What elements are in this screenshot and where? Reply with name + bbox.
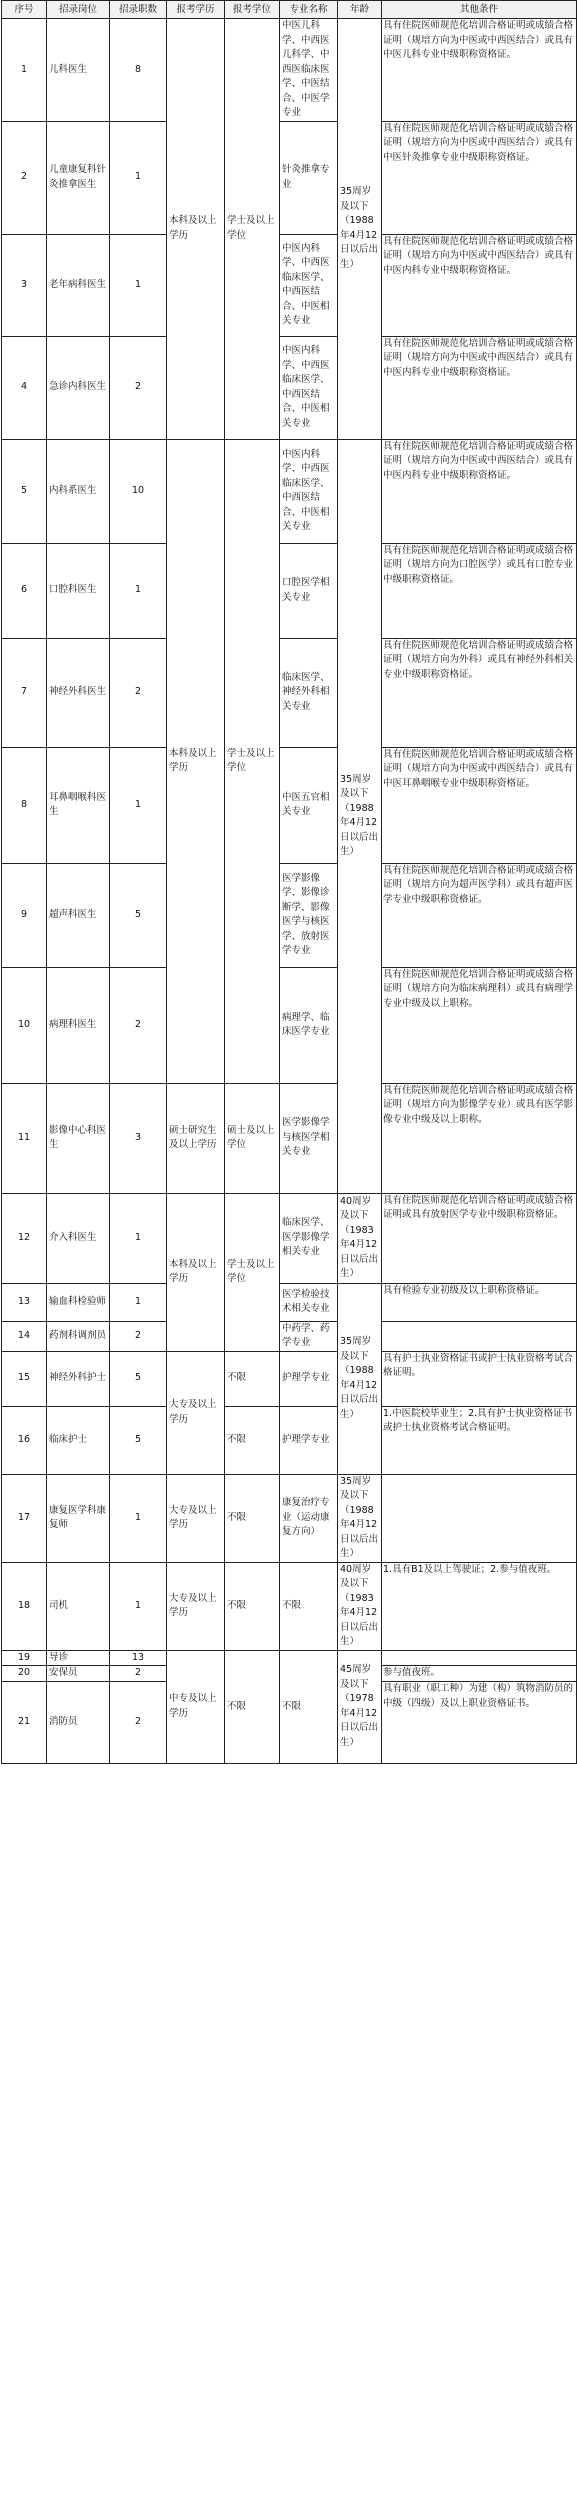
- other-conditions: 具有住院医师规范化培训合格证明或成绩合格证明（规培方向为中医或中西医结合）或具有中医针灸推拿专业中级职称资格证。: [382, 121, 577, 234]
- age-requirement: 45周岁及以下（1978年4月12日以后出生）: [338, 1650, 382, 1764]
- post-count: 2: [110, 1666, 167, 1682]
- post-count: 8: [110, 19, 167, 122]
- row-number: 6: [2, 543, 47, 638]
- degree-requirement: 不限: [225, 1351, 280, 1406]
- post-count: 1: [110, 1474, 167, 1562]
- major-name: 不限: [280, 1650, 338, 1764]
- table-row: [2, 638, 577, 747]
- major-name: 病理学、临床医学专业: [280, 967, 338, 1083]
- row-number: 3: [2, 234, 47, 336]
- post-name: 导诊: [47, 1650, 110, 1666]
- post-count: 13: [110, 1650, 167, 1666]
- other-conditions: 具有住院医师规范化培训合格证明或成绩合格证明或具有放射医学专业中级职称资格证。: [382, 1193, 577, 1283]
- post-name: 影像中心科医生: [47, 1083, 110, 1193]
- row-number: 8: [2, 747, 47, 863]
- column-header: 专业名称: [280, 1, 338, 19]
- degree-requirement: 学士及以上学位: [225, 439, 280, 1083]
- table-row: [2, 336, 577, 439]
- post-name: 安保员: [47, 1666, 110, 1682]
- degree-requirement: 不限: [225, 1562, 280, 1650]
- row-number: 14: [2, 1321, 47, 1351]
- recruitment-table: [1, 0, 577, 1764]
- major-name: 医学影像学与核医学相关专业: [280, 1083, 338, 1193]
- post-name: 输血科检验师: [47, 1283, 110, 1321]
- other-conditions: 具有住院医师规范化培训合格证明或成绩合格证明（规培方向为口腔医学）或具有口腔专业中级职称资格证。: [382, 543, 577, 638]
- major-name: 中医内科学、中西医临床医学、中西医结合、中医相关专业: [280, 336, 338, 439]
- major-name: 临床医学、医学影像学相关专业: [280, 1193, 338, 1283]
- post-count: 2: [110, 1682, 167, 1764]
- other-conditions: 具有住院医师规范化培训合格证明或成绩合格证明（规培方向为影像学专业）或具有医学影像专业中级及以上职称。: [382, 1083, 577, 1193]
- post-count: 1: [110, 747, 167, 863]
- row-number: 11: [2, 1083, 47, 1193]
- other-conditions: 具有住院医师规范化培训合格证明或成绩合格证明（规培方向为外科）或具有神经外科相关专业中级职称资格证。: [382, 638, 577, 747]
- table-row: [2, 1650, 577, 1666]
- post-name: 老年病科医生: [47, 234, 110, 336]
- other-conditions: [382, 1321, 577, 1351]
- other-conditions: 具有住院医师规范化培训合格证明或成绩合格证明（规培方向为中医或中西医结合）或具有中医儿科专业中级职称资格证。: [382, 19, 577, 122]
- post-count: 1: [110, 1562, 167, 1650]
- major-name: 中医五官相关专业: [280, 747, 338, 863]
- post-count: 5: [110, 863, 167, 967]
- post-count: 2: [110, 638, 167, 747]
- major-name: 中医内科学、中西医临床医学、中西医结合、中医相关专业: [280, 234, 338, 336]
- table-row: [2, 543, 577, 638]
- other-conditions: [382, 1474, 577, 1562]
- other-conditions: 具有住院医师规范化培训合格证明或成绩合格证明（规培方向为超声医学科）或具有超声医学专业中级职称资格证。: [382, 863, 577, 967]
- column-header: 年龄: [338, 1, 382, 19]
- table-row: [2, 121, 577, 234]
- degree-requirement: 不限: [225, 1406, 280, 1474]
- row-number: 5: [2, 439, 47, 543]
- degree-requirement: 不限: [225, 1474, 280, 1562]
- other-conditions: 具有检验专业初级及以上职称资格证。: [382, 1283, 577, 1321]
- post-name: 超声科医生: [47, 863, 110, 967]
- degree-requirement: 硕士及以上学位: [225, 1083, 280, 1193]
- post-count: 5: [110, 1406, 167, 1474]
- age-requirement: 35周岁及以下（1988年4月12日以后出生）: [338, 1474, 382, 1562]
- column-header: 报考学位: [225, 1, 280, 19]
- table-row: [2, 1321, 577, 1351]
- row-number: 7: [2, 638, 47, 747]
- post-name: 临床护士: [47, 1406, 110, 1474]
- post-name: 消防员: [47, 1682, 110, 1764]
- major-name: 护理学专业: [280, 1351, 338, 1406]
- major-name: 中医内科学、中西医临床医学、中西医结合、中医相关专业: [280, 439, 338, 543]
- major-name: 针灸推拿专业: [280, 121, 338, 234]
- post-count: 1: [110, 543, 167, 638]
- post-count: 1: [110, 121, 167, 234]
- other-conditions: 1.中医院校毕业生；2.具有护士执业资格证书或护士执业资格考试合格证明。: [382, 1406, 577, 1474]
- education-requirement: 大专及以上学历: [167, 1474, 225, 1562]
- row-number: 2: [2, 121, 47, 234]
- row-number: 10: [2, 967, 47, 1083]
- row-number: 20: [2, 1666, 47, 1682]
- table-row: [2, 1283, 577, 1321]
- post-name: 介入科医生: [47, 1193, 110, 1283]
- major-name: 不限: [280, 1562, 338, 1650]
- post-name: 病理科医生: [47, 967, 110, 1083]
- table-row: [2, 1562, 577, 1650]
- other-conditions: 具有住院医师规范化培训合格证明或成绩合格证明（规培方向为中医或中西医结合）或具有中医内科专业中级职称资格证。: [382, 234, 577, 336]
- degree-requirement: 不限: [225, 1650, 280, 1764]
- table-row: [2, 967, 577, 1083]
- row-number: 18: [2, 1562, 47, 1650]
- row-number: 17: [2, 1474, 47, 1562]
- column-header: 其他条件: [382, 1, 577, 19]
- post-count: 2: [110, 336, 167, 439]
- education-requirement: 硕士研究生及以上学历: [167, 1083, 225, 1193]
- post-name: 儿童康复科针灸推拿医生: [47, 121, 110, 234]
- other-conditions: 具有住院医师规范化培训合格证明或成绩合格证明（规培方向为临床病理科）或具有病理学专业中级及以上职称。: [382, 967, 577, 1083]
- table-row: [2, 1406, 577, 1474]
- row-number: 15: [2, 1351, 47, 1406]
- header-row: [2, 1, 577, 19]
- table-row: [2, 1083, 577, 1193]
- major-name: 医学检验技术相关专业: [280, 1283, 338, 1321]
- table-row: [2, 19, 577, 122]
- table-row: [2, 1351, 577, 1406]
- major-name: 护理学专业: [280, 1406, 338, 1474]
- major-name: 口腔医学相关专业: [280, 543, 338, 638]
- post-name: 儿科医生: [47, 19, 110, 122]
- table-row: [2, 1474, 577, 1562]
- post-count: 1: [110, 234, 167, 336]
- post-name: 康复医学科康复师: [47, 1474, 110, 1562]
- post-name: 急诊内科医生: [47, 336, 110, 439]
- major-name: 康复治疗专业（运动康复方向）: [280, 1474, 338, 1562]
- column-header: 报考学历: [167, 1, 225, 19]
- post-name: 内科系医生: [47, 439, 110, 543]
- other-conditions: 具有护士执业资格证书或护士执业资格考试合格证明。: [382, 1351, 577, 1406]
- table-row: [2, 1193, 577, 1283]
- row-number: 16: [2, 1406, 47, 1474]
- column-header: 序号: [2, 1, 47, 19]
- row-number: 13: [2, 1283, 47, 1321]
- age-requirement: 40周岁及以下（1983年4月12日以后出生）: [338, 1193, 382, 1283]
- other-conditions: 1.具有B1及以上驾驶证；2.参与值夜班。: [382, 1562, 577, 1650]
- age-requirement: 35周岁及以下（1988年4月12日以后出生）: [338, 439, 382, 1193]
- post-name: 司机: [47, 1562, 110, 1650]
- education-requirement: 大专及以上学历: [167, 1351, 225, 1474]
- education-requirement: 本科及以上学历: [167, 1193, 225, 1351]
- row-number: 1: [2, 19, 47, 122]
- post-count: 1: [110, 1193, 167, 1283]
- education-requirement: 本科及以上学历: [167, 19, 225, 440]
- other-conditions: 具有住院医师规范化培训合格证明或成绩合格证明（规培方向为中医或中西医结合）或具有中医内科专业中级职称资格证。: [382, 439, 577, 543]
- post-name: 口腔科医生: [47, 543, 110, 638]
- degree-requirement: 学士及以上学位: [225, 19, 280, 440]
- other-conditions: [382, 1650, 577, 1666]
- degree-requirement: 学士及以上学位: [225, 1193, 280, 1351]
- column-header: 招录职数: [110, 1, 167, 19]
- other-conditions: 具有住院医师规范化培训合格证明或成绩合格证明（规培方向为中医或中西医结合）或具有中医内科专业中级职称资格证。: [382, 336, 577, 439]
- other-conditions: 参与值夜班。: [382, 1666, 577, 1682]
- row-number: 19: [2, 1650, 47, 1666]
- table-row: [2, 863, 577, 967]
- post-count: 1: [110, 1283, 167, 1321]
- education-requirement: 大专及以上学历: [167, 1562, 225, 1650]
- major-name: 中药学、药学专业: [280, 1321, 338, 1351]
- major-name: 医学影像学、影像诊断学、影像医学与核医学、放射医学专业: [280, 863, 338, 967]
- post-name: 神经外科医生: [47, 638, 110, 747]
- age-requirement: 35周岁及以下（1988年4月12日以后出生）: [338, 1283, 382, 1474]
- post-name: 神经外科护士: [47, 1351, 110, 1406]
- table-row: [2, 747, 577, 863]
- table-row: [2, 439, 577, 543]
- age-requirement: 40周岁及以下（1983年4月12日以后出生）: [338, 1562, 382, 1650]
- post-name: 药剂科调剂员: [47, 1321, 110, 1351]
- row-number: 21: [2, 1682, 47, 1764]
- major-name: 中医儿科学、中西医儿科学、中西医临床医学、中医结合、中医学专业: [280, 19, 338, 122]
- education-requirement: 中专及以上学历: [167, 1650, 225, 1764]
- row-number: 9: [2, 863, 47, 967]
- post-count: 2: [110, 967, 167, 1083]
- major-name: 临床医学、神经外科相关专业: [280, 638, 338, 747]
- age-requirement: 35周岁及以下（1988年4月12日以后出生）: [338, 19, 382, 440]
- post-count: 2: [110, 1321, 167, 1351]
- other-conditions: 具有住院医师规范化培训合格证明或成绩合格证明（规培方向为中医或中西医结合）或具有中医耳鼻咽喉专业中级职称资格证。: [382, 747, 577, 863]
- table-row: [2, 234, 577, 336]
- post-count: 3: [110, 1083, 167, 1193]
- post-count: 10: [110, 439, 167, 543]
- post-count: 5: [110, 1351, 167, 1406]
- row-number: 4: [2, 336, 47, 439]
- row-number: 12: [2, 1193, 47, 1283]
- post-name: 耳鼻咽喉科医生: [47, 747, 110, 863]
- education-requirement: 本科及以上学历: [167, 439, 225, 1083]
- other-conditions: 具有职业（职工种）为建（构）筑物消防员的中级（四级）及以上职业资格证书。: [382, 1682, 577, 1764]
- column-header: 招录岗位: [47, 1, 110, 19]
